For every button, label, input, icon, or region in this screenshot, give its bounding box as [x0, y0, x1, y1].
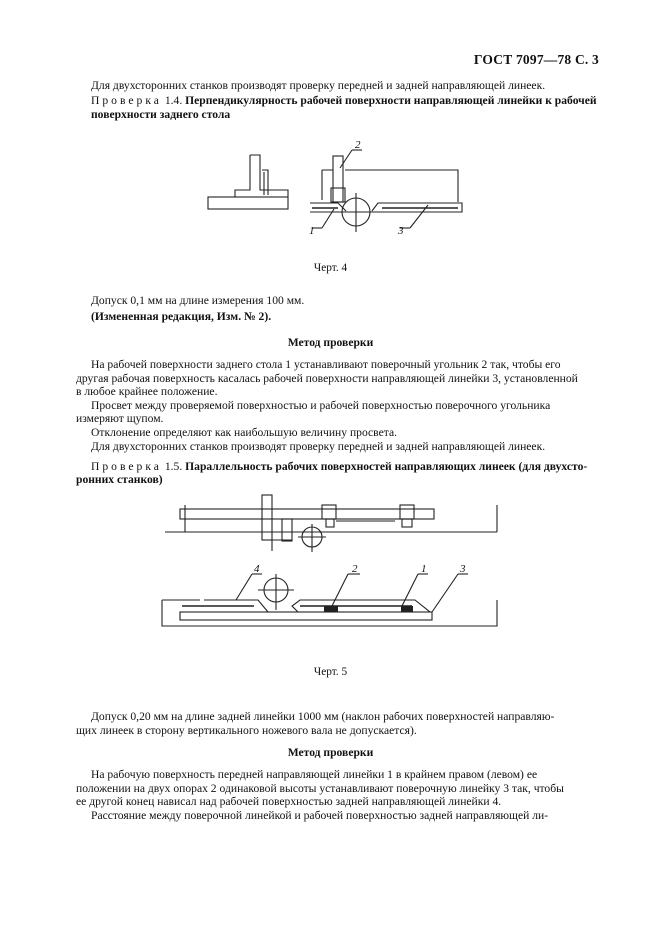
method1-line1: На рабочей поверхности заднего стола 1 устанавливают поверочный угольник 2 так, чтобы его [91, 358, 561, 371]
method2-line4: Расстояние между поверочной линейкой и рабочей поверхностью задней направляющей ли- [91, 809, 549, 822]
method1-line6: Отклонение определяют как наибольшую величину просвета. [91, 426, 397, 439]
fig5-label-1: 1 [421, 563, 427, 575]
check-title-line1: Перпендикулярность рабочей поверхности направляющей линейки к рабочей [185, 94, 597, 107]
check-label: Проверка [91, 460, 162, 473]
method1-line2: другая рабочая поверхность касалась рабочей поверхности направляющей линейки 3, установленной [76, 372, 578, 385]
fig5-label-4: 4 [254, 563, 260, 575]
check-1-5-title-line2: ронних станков) [76, 473, 163, 486]
tolerance-1-5-line2: щих линеек в сторону вертикального ножевого вала не допускается). [76, 724, 417, 737]
paragraph: Для двухсторонних станков производят проверку передней и задней направляющей линеек. [91, 79, 546, 92]
method2-line3: ее другой конец нависал над рабочей поверхностью задней направляющей линейки 4. [76, 795, 502, 808]
check-title-line1: Параллельность рабочих поверхностей направляющих линеек (для двухсто- [185, 460, 588, 473]
check-number: 1.4. [164, 94, 183, 107]
method-heading-1: Метод проверки [287, 336, 374, 349]
fig5-top-view [165, 495, 497, 552]
tolerance-1-4: Допуск 0,1 мм на длине измерения 100 мм. [91, 294, 305, 307]
fig4-right-view [310, 150, 462, 232]
check-label: Проверка [91, 94, 162, 107]
fig4-label-2: 2 [355, 139, 361, 151]
page-header: ГОСТ 7097—78 С. 3 [473, 52, 599, 67]
tolerance-1-5-line1: Допуск 0,20 мм на длине задней линейки 1000 мм (наклон рабочих поверхностей направляю- [91, 710, 555, 723]
method1-line4: Просвет между проверяемой поверхностью и рабочей поверхностью поверочного угольника [91, 399, 551, 412]
method1-line7: Для двухсторонних станков производят проверку передней и задней направляющей линеек. [91, 440, 546, 453]
check-number: 1.5. [164, 460, 183, 473]
fig5-bottom-view [162, 574, 497, 626]
fig4-label-3: 3 [398, 225, 404, 237]
fig4-left-view [208, 155, 288, 209]
method-heading-2: Метод проверки [287, 746, 374, 759]
fig4-label-1: 1 [309, 225, 315, 237]
method1-line3: в любое крайнее положение. [76, 385, 218, 398]
method2-line2: положении на двух опорах 2 одинаковой высоты устанавливают поверочную линейку 3 так, чтобы [76, 782, 564, 795]
figure-4-caption: Черт. 4 [313, 262, 348, 274]
fig5-label-3: 3 [460, 563, 466, 575]
fig5-label-2: 2 [352, 563, 358, 575]
method1-line5: измеряют щупом. [76, 412, 164, 425]
edition-note: (Измененная редакция, Изм. № 2). [91, 310, 272, 323]
method2-line1: На рабочую поверхность передней направляющей линейки 1 в крайнем правом (левом) ее [91, 768, 538, 781]
figure-5-caption: Черт. 5 [313, 666, 348, 678]
check-1-4-title-line2: поверхности заднего стола [91, 108, 231, 121]
